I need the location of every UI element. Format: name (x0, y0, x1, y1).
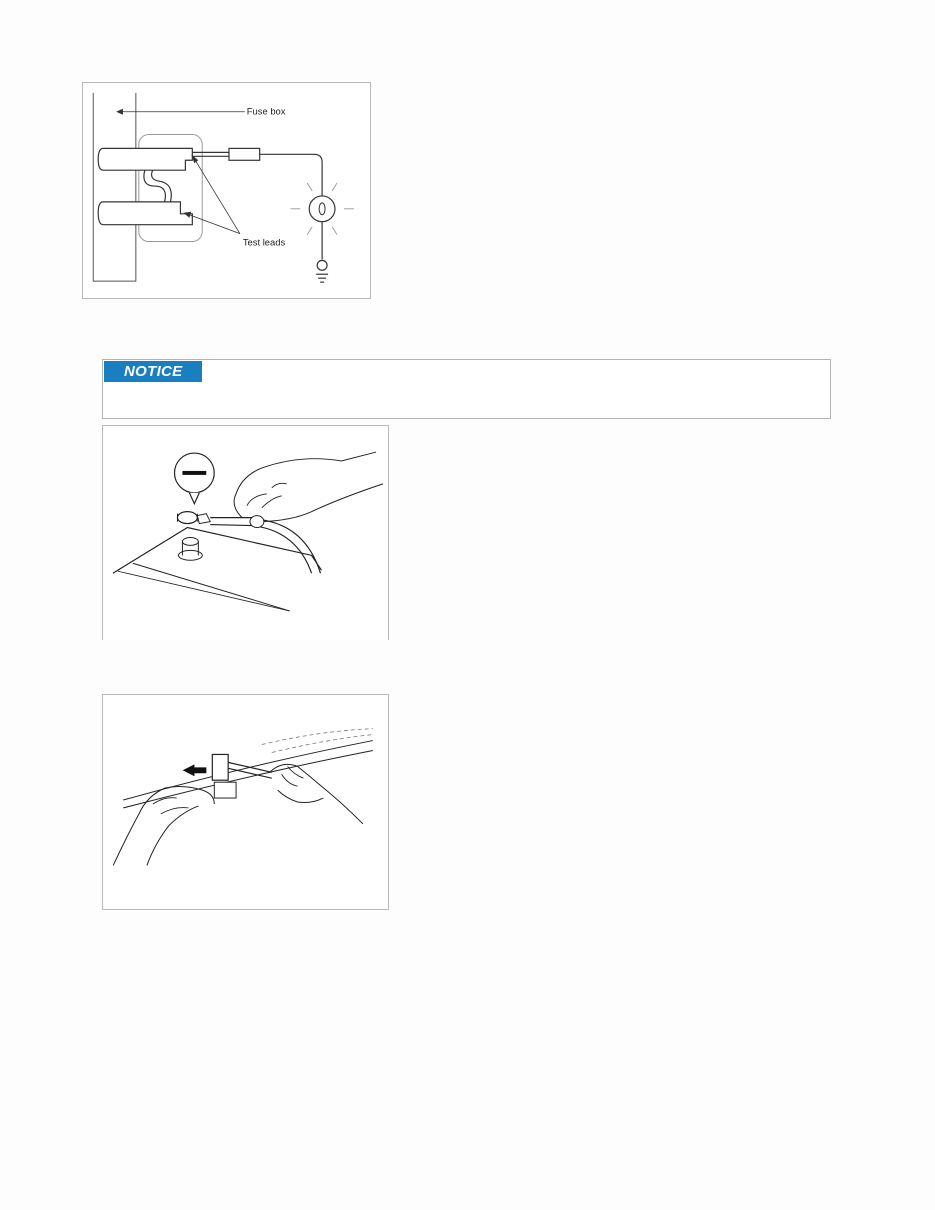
notice-label: NOTICE (104, 361, 202, 382)
fuse-test-illustration (83, 83, 370, 298)
fuse-box-label: Fuse box (246, 105, 286, 117)
fuse-test-diagram (82, 82, 371, 299)
battery-cable (210, 518, 252, 526)
molding-removal-illustration (103, 695, 388, 909)
test-wire (260, 154, 322, 196)
left-arrow-icon (183, 764, 207, 776)
fuse-box-outline (93, 93, 136, 281)
battery-terminal-illustration (103, 426, 388, 640)
battery-terminal-figure (102, 425, 389, 640)
fuse-element (144, 170, 166, 202)
arrow-head-icon (116, 109, 123, 115)
lower-terminal (98, 202, 192, 225)
negative-cable-clamp (177, 512, 197, 524)
removal-tool (212, 754, 228, 780)
test-leads-label: Test leads (242, 236, 286, 248)
notice-box (102, 359, 831, 419)
test-lamp-icon (309, 196, 335, 222)
molding-removal-figure (102, 694, 389, 910)
upper-terminal (98, 148, 192, 170)
trim-panel (123, 741, 373, 800)
hand-drawing (234, 452, 376, 518)
right-hand-drawing (270, 764, 363, 823)
minus-icon (182, 471, 206, 475)
ground-icon (317, 260, 327, 270)
inline-fuse (229, 148, 260, 160)
